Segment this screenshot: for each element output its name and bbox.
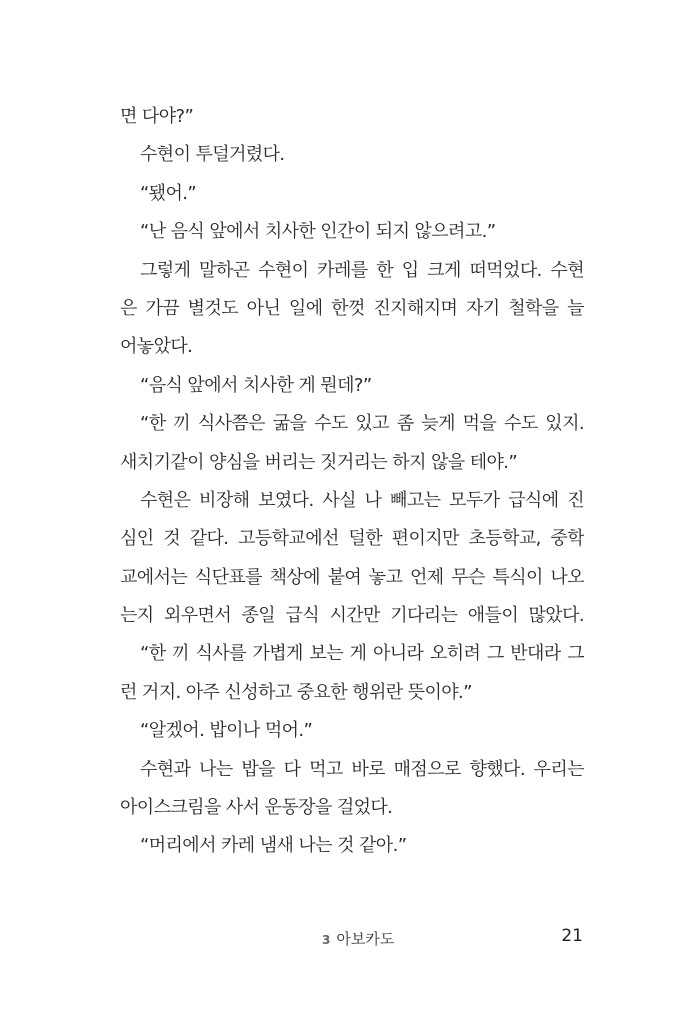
text-line: 심인 것 같다. 고등학교에선 덜한 편이지만 초등학교, 중학	[120, 528, 584, 550]
text-line: 새치기같이 양심을 버리는 짓거리는 하지 않을 테야.”	[120, 451, 518, 473]
chapter-number: 3	[322, 933, 331, 947]
text-line: 수현이 투덜거렸다.	[140, 144, 285, 166]
text-line: 수현과 나는 밥을 다 먹고 바로 매점으로 향했다. 우리는	[140, 758, 584, 780]
chapter-title: 아보카도	[336, 930, 395, 948]
text-line: 수현은 비장해 보였다. 사실 나 빼고는 모두가 급식에 진	[140, 489, 584, 511]
text-line: “음식 앞에서 치사한 게 뭔데?”	[140, 374, 372, 396]
text-line: 아이스크림을 사서 운동장을 걸었다.	[120, 797, 393, 819]
text-line: 는지 외우면서 종일 급식 시간만 기다리는 애들이 많았다.	[120, 605, 584, 627]
text-line: 면 다야?”	[120, 106, 194, 127]
text-line: “알겠어. 밥이나 먹어.”	[140, 720, 313, 742]
text-line: “한 끼 식사를 가볍게 보는 게 아니라 오히려 그 반대라 그	[140, 643, 584, 665]
text-line: 어놓았다.	[120, 336, 193, 358]
text-line: “난 음식 앞에서 치사한 인간이 되지 않으려고.”	[140, 221, 496, 243]
text-line: 그렇게 말하곤 수현이 카레를 한 입 크게 떠먹었다. 수현	[140, 259, 584, 281]
page-number: 21	[561, 926, 583, 946]
text-line: 런 거지. 아주 신성하고 중요한 행위란 뜻이야.”	[120, 681, 472, 703]
text-line: 교에서는 식단표를 책상에 붙여 놓고 언제 무슨 특식이 나오	[120, 566, 584, 588]
text-line: “머리에서 카레 냄새 나는 것 같아.”	[140, 835, 407, 857]
text-line: “한 끼 식사쯤은 굶을 수도 있고 좀 늦게 먹을 수도 있지.	[140, 413, 584, 435]
body-text	[120, 102, 584, 870]
text-line: “됐어.”	[140, 182, 197, 204]
text-line: 은 가끔 별것도 아닌 일에 한껏 진지해지며 자기 철학을 늘	[120, 297, 584, 319]
running-footer	[322, 928, 394, 949]
